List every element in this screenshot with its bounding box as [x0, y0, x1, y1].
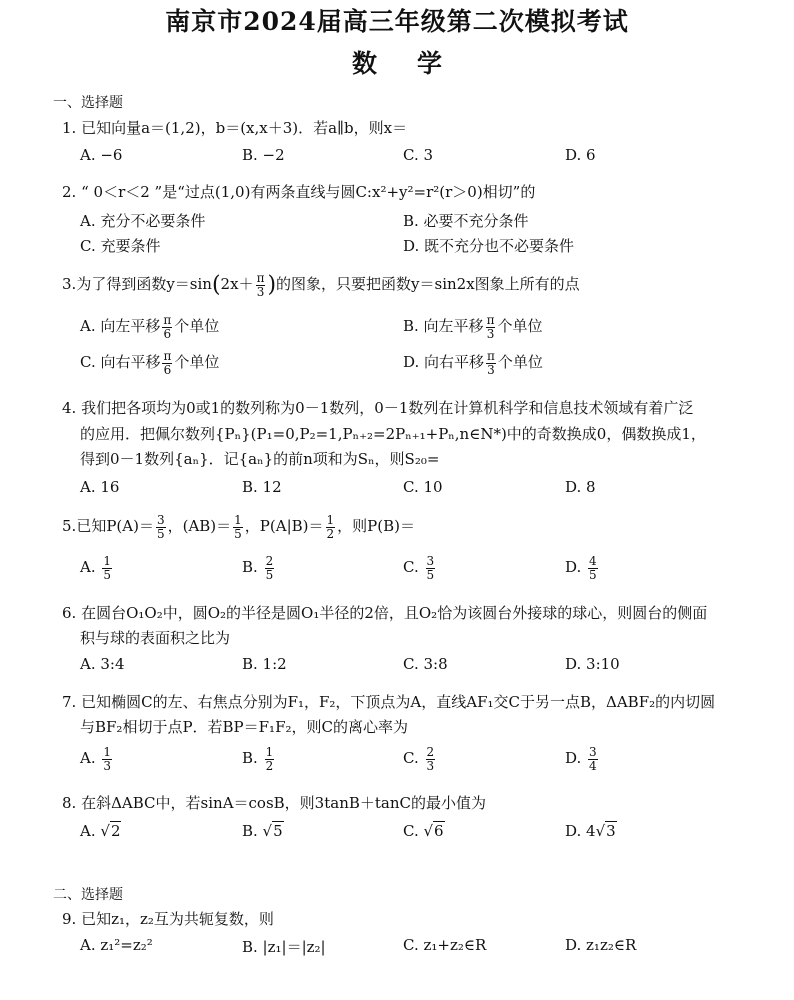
q9-option-a: A. z₁²=z₂² [80, 936, 153, 954]
question-text: 在圆台O₁O₂中，圆O₂的半径是圆O₁半径的2倍，且O₂恰为该圆台外接球的球心，则圆台的侧面 [81, 604, 708, 622]
q1-option-c: C. 3 [403, 146, 434, 164]
q9-option-b: B. |z₁|＝|z₂| [242, 938, 326, 956]
subject-title: 数学 [351, 49, 482, 78]
question-2 [62, 181, 535, 202]
q7-option-d: D. $\frac{3}{4}$ [565, 745, 597, 773]
q9-option-d: D. z₁z₂∈R [565, 936, 637, 954]
question-text: 2x＋ [220, 275, 254, 294]
q8-option-b: B. √5 [242, 822, 283, 840]
question-6-line-2: 积与球的表面积之比为 [80, 629, 231, 647]
question-text: 的图象，只要把函数y＝sin2x图象上所有的点 [276, 275, 580, 294]
q3-option-d: D. 向右平移 $\frac{\pi}{3}$ 个单位 [403, 349, 543, 377]
q8-option-a: A. √2 [80, 822, 121, 840]
question-7 [62, 691, 715, 712]
question-number: 9. [62, 910, 77, 928]
q9-option-c: C. z₁+z₂∈R [403, 936, 487, 954]
question-text: 已知z₁，z₂互为共轭复数，则 [81, 910, 274, 928]
section-heading-1: 一、选择题 [53, 95, 123, 111]
question-number: 3. [62, 275, 77, 294]
fraction: $\frac{\pi}{3}$ [256, 271, 265, 299]
question-5: 5.已知P(A)＝ $\frac{3}{5}$ ，(AB)＝ $\frac{1}{5}$ ，P(A|B)＝ $\frac{1}{2}$ ，则P(B)＝ [62, 513, 415, 541]
q7-option-a: A. $\frac{1}{3}$ [80, 745, 112, 773]
q2-option-c: C. 充要条件 [80, 237, 161, 255]
q2-option-d: D. 既不充分也不必要条件 [403, 237, 575, 255]
q3-option-b: B. 向左平移 $\frac{\pi}{3}$ 个单位 [403, 313, 543, 341]
q6-option-a: A. 3:4 [80, 655, 125, 673]
exam-title: 南京市2024届高三年级第二次模拟考试 [165, 7, 629, 36]
q7-option-b: B. $\frac{1}{2}$ [242, 745, 274, 773]
q2-option-a: A. 充分不必要条件 [80, 212, 206, 230]
question-4 [62, 397, 693, 418]
q1-option-a: A. −6 [80, 146, 123, 164]
q2-option-b: B. 必要不充分条件 [403, 212, 529, 230]
question-text: 在斜ΔABC中，若sinA＝cosB，则3tanB＋tanC的最小值为 [81, 794, 486, 812]
q5-option-b: B. $\frac{2}{5}$ [242, 554, 274, 582]
question-number: 5. [62, 517, 77, 536]
q6-option-d: D. 3:10 [565, 655, 620, 673]
q7-option-c: C. $\frac{2}{3}$ [403, 745, 435, 773]
q4-option-b: B. 12 [242, 478, 282, 496]
question-number: 8. [62, 794, 77, 812]
q3-option-a: A. 向左平移 $\frac{\pi}{6}$ 个单位 [80, 313, 220, 341]
question-9 [62, 908, 274, 929]
question-number: 2. [62, 183, 77, 201]
question-number: 1. [62, 119, 77, 137]
q5-option-a: A. $\frac{1}{5}$ [80, 554, 112, 582]
question-text: 已知向量a＝(1,2)，b＝(x,x＋3)．若a∥b，则x＝ [81, 119, 408, 137]
question-text: 我们把各项均为0或1的数列称为0－1数列，0－1数列在计算机科学和信息技术领域有着广泛 [81, 399, 694, 417]
q6-option-c: C. 3:8 [403, 655, 448, 673]
q3-option-c: C. 向右平移 $\frac{\pi}{6}$ 个单位 [80, 349, 220, 377]
q4-option-c: C. 10 [403, 478, 443, 496]
question-number: 4. [62, 399, 77, 417]
q8-option-d: D. 4√3 [565, 822, 616, 840]
section-heading-2: 二、选择题 [53, 887, 123, 903]
q5-option-d: D. $\frac{4}{5}$ [565, 554, 597, 582]
q4-option-a: A. 16 [80, 478, 120, 496]
question-text: 为了得到函数y＝sin [76, 275, 212, 294]
question-text: 已知椭圆C的左、右焦点分别为F₁，F₂，下顶点为A，直线AF₁交C于另一点B，ΔABF₂的内切圆 [81, 693, 716, 711]
question-8 [62, 792, 486, 813]
q1-option-b: B. −2 [242, 146, 285, 164]
question-text: “ 0＜r＜2 ”是“过点(1,0)有两条直线与圆C:x²+y²=r²(r＞0)相切”的 [81, 183, 536, 201]
question-4-line-3: 得到0－1数列{aₙ}．记{aₙ}的前n项和为Sₙ，则S₂₀= [80, 450, 440, 468]
question-7-line-2: 与BF₂相切于点P．若BP＝F₁F₂，则C的离心率为 [80, 718, 408, 736]
question-number: 7. [62, 693, 77, 711]
q5-option-c: C. $\frac{3}{5}$ [403, 554, 435, 582]
q6-option-b: B. 1:2 [242, 655, 287, 673]
q8-option-c: C. √6 [403, 822, 444, 840]
question-1 [62, 117, 407, 138]
q1-option-d: D. 6 [565, 146, 596, 164]
question-3: 3.为了得到函数y＝sin(2x＋ $\frac{\pi}{3}$ )的图象，只要把函数y＝sin2x图象上所有的点 [62, 271, 580, 299]
question-6 [62, 602, 707, 623]
q4-option-d: D. 8 [565, 478, 596, 496]
question-4-line-2: 的应用．把佩尔数列{Pₙ}(P₁=0,P₂=1,Pₙ₊₂=2Pₙ₊₁+Pₙ,n∈N*)中的奇数换成0，偶数换成1， [80, 425, 706, 443]
question-number: 6. [62, 604, 77, 622]
